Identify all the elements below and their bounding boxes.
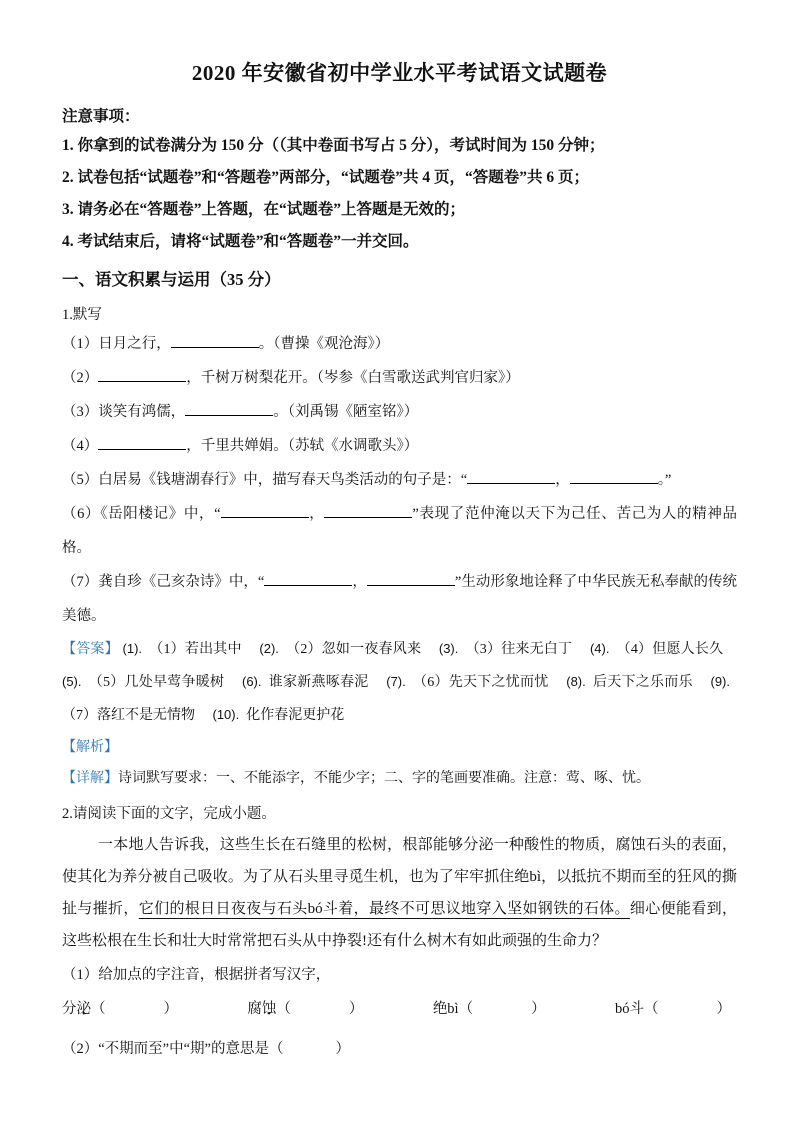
section-1-heading: 一、语文积累与运用（35 分） <box>62 270 281 289</box>
page-title: 2020 年安徽省初中学业水平考试语文试题卷 <box>191 61 608 85</box>
term-text: bó斗 <box>615 1001 644 1017</box>
dictation-item-1 <box>62 327 737 361</box>
blank-line <box>221 503 309 518</box>
paren-close: ） <box>531 1001 546 1017</box>
detail-label: 【详解】 <box>62 771 118 786</box>
analysis-label <box>62 732 737 763</box>
item-text: （7）龚自珍《己亥杂诗》中，“ <box>62 574 265 590</box>
paren-close: ） <box>163 1001 178 1017</box>
item-text: 。（刘禹锡《陋室铭》） <box>273 404 419 420</box>
answer-item <box>386 675 548 690</box>
dictation-item-4 <box>62 429 737 463</box>
item-text: ”生动形象地诠释了中华民族无私奉献的传统美德。 <box>62 574 738 624</box>
answer-item-text: （6）先天下之忧而忧 <box>412 675 549 690</box>
notice-item-3: 3. 请务必在“答题卷”上答题，在“试题卷”上答题是无效的； <box>62 201 466 218</box>
passage-text: 细心便能看到，这些松根在生长和壮大时常常把石头从中挣裂!还有什么树木有如此顽强的生命力？ <box>62 901 737 949</box>
answer-item-number: (1). <box>122 641 143 656</box>
answer-item-text: 后天下之乐而乐 <box>592 675 693 690</box>
term-fushi <box>247 996 363 1022</box>
answer-item-number: (7). <box>386 674 406 689</box>
answer-item-text: （1）若出其中 <box>149 642 242 657</box>
item-text: ， <box>352 574 367 590</box>
answer-item-number: (3). <box>438 641 459 656</box>
item-text: （3）谈笑有鸿儒， <box>62 404 186 420</box>
answer-item-number: (6). <box>242 674 262 689</box>
item-text: ， <box>308 506 325 522</box>
answer-item-text: （4）但愿人长久 <box>616 642 724 657</box>
passage-underlined-sentence: 它们的根日日夜夜与石头bó斗着，最终不可思议地穿入坚如钢铁的石体。 <box>138 901 630 917</box>
term-text: 分 <box>62 1001 77 1017</box>
blank-line <box>98 435 186 450</box>
item-text: 。（曹操《观沧海》） <box>258 336 390 352</box>
blank-line <box>264 571 352 586</box>
answer-item <box>590 642 723 657</box>
term-juebi <box>433 996 546 1022</box>
answer-item-number: (10). <box>212 707 240 722</box>
answer-item-number: (8). <box>566 674 586 689</box>
answer-item-number: (2). <box>259 641 279 656</box>
answer-item <box>213 708 345 723</box>
answer-item-text: （7）落红不是无情物 <box>62 708 195 723</box>
answer-item-text: （2）忽如一夜春风来 <box>285 642 422 657</box>
paren-open: （ <box>269 1041 284 1057</box>
notice-item-2: 2. 试卷包括“试题卷”和“答题卷”两部分，“试题卷”共 4 页，“答题卷”共 6 页； <box>62 169 590 186</box>
answer-item <box>566 675 693 690</box>
blank-line <box>171 333 259 348</box>
answer-item-number: (5). <box>62 674 82 689</box>
dictation-items <box>62 327 737 633</box>
answer-item-text: （5）几处早莺争暖树 <box>88 675 225 690</box>
answer-item <box>62 675 224 690</box>
answer-item-number: (9). <box>710 674 730 689</box>
item-text: ，千树万树梨花开。（岑参《白雪歌送武判官归家》） <box>186 370 520 386</box>
answer-item <box>439 642 572 657</box>
reading-passage <box>62 829 737 957</box>
blank-line <box>185 401 273 416</box>
item-text: ”表现了范仲淹以天下为己任、苦己为人的精神品格。 <box>62 506 738 556</box>
pinyin-terms-row <box>62 996 737 1022</box>
item-text: （4） <box>62 438 99 454</box>
dotted-char: 蚀 <box>261 1001 277 1017</box>
item-text: （1）日月之行， <box>62 336 171 352</box>
term-text: 绝bì <box>432 1001 459 1017</box>
item-text: ， <box>555 472 570 488</box>
item-text: 。” <box>657 472 672 488</box>
item-text: （6）《岳阳楼记》中，“ <box>62 506 221 522</box>
answer-item-text: 化作春泥更护花 <box>246 708 345 723</box>
answer-item <box>123 642 242 657</box>
blank-line <box>367 571 455 586</box>
paren-open: （ <box>276 1001 291 1017</box>
item-text: （2） <box>62 370 99 386</box>
question-2-2-text: （2）“不期而至”中“期”的意思是 <box>62 1041 269 1057</box>
paren-close: ） <box>716 1001 731 1017</box>
item-text: ，千里共婵娟。（苏轼《水调歌头》） <box>186 438 419 454</box>
dictation-item-7 <box>62 565 737 633</box>
term-text: 腐 <box>247 1001 262 1017</box>
answer-item-text: 谁家新燕啄春泥 <box>268 675 369 690</box>
dotted-char: 泌 <box>76 1001 91 1017</box>
answer-item-number: (4). <box>589 641 610 656</box>
term-fenmi <box>62 996 178 1022</box>
blank-line <box>98 367 186 382</box>
notice-item-4: 4. 考试结束后，请将“试题卷”和“答题卷”一并交回。 <box>62 233 419 250</box>
paren-open: （ <box>458 1001 474 1017</box>
dictation-item-2 <box>62 361 737 395</box>
passage-text: 一本地人告诉我，这些生长在石缝里的松树，根部能够分泌一种酸性的物质，腐蚀石头的表面，使其化为养分被自己吸收。为了从石头里寻觅生机，也为了牢牢抓住绝bì，以抵抗不期而至的狂风的撕扯与摧折， <box>62 837 737 917</box>
detail-line <box>62 763 737 794</box>
blank-line <box>570 469 658 484</box>
dictation-item-6 <box>62 497 737 565</box>
answer-item <box>242 675 369 690</box>
dictation-item-3 <box>62 395 737 429</box>
notice-item-1: 1. 你拿到的试卷满分为 150 分（（其中卷面书写占 5 分），考试时间为 150 分钟； <box>62 137 605 154</box>
answer-item-text: （3）往来无白丁 <box>465 642 573 657</box>
paren-open: （ <box>644 1001 659 1017</box>
paren-close: ） <box>335 1041 350 1057</box>
question-1-label: 1.默写 <box>62 307 102 323</box>
paren-close: ） <box>348 1001 364 1017</box>
blank-line <box>467 469 555 484</box>
answer-label: 【答案】 <box>62 642 119 657</box>
analysis-label-text: 【解析】 <box>62 740 118 755</box>
blank-line <box>324 503 412 518</box>
notice-heading: 注意事项： <box>62 108 140 125</box>
question-2-intro: 2.请阅读下面的文字，完成小题。 <box>62 806 276 822</box>
paren-open: （ <box>91 1001 106 1017</box>
item-text: （5）白居易《钱塘湖春行》中，描写春天鸟类活动的句子是：“ <box>62 472 468 488</box>
detail-text: 诗词默写要求：一、不能添字，不能少字；二、字的笔画要准确。注意：莺、啄、忧。 <box>118 771 650 786</box>
question-2-2 <box>62 1034 737 1065</box>
dictation-item-5 <box>62 463 737 497</box>
answer-item <box>259 642 421 657</box>
answer-block <box>62 633 737 732</box>
term-bodou <box>615 996 731 1022</box>
question-2-1-label: （1）给加点的字注音，根据拼者写汉字， <box>62 967 331 983</box>
